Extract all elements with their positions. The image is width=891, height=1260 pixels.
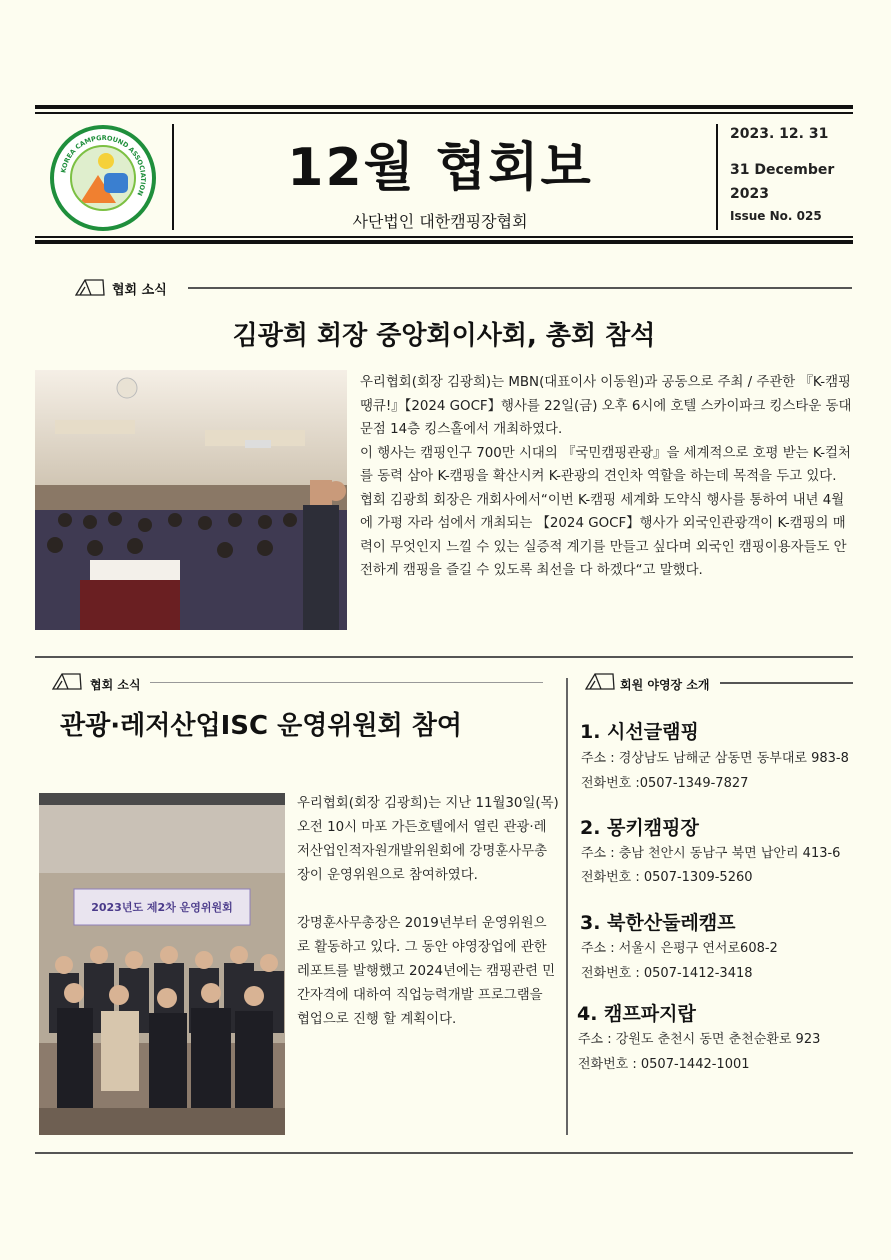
article2-paragraph: 강명훈사무총장은 2019년부터 운영위원으로 활동하고 있다. 그 동안 야영장업에 관한 레포트를 발행했고 2024년에는 캠핑관련 민간자격에 대하여 직업능력개발 프로그램을 협업으로 진행 할 계획이다.	[297, 916, 556, 1027]
issue-number: Issue No. 025	[730, 209, 822, 223]
masthead-bottom-rule-thin	[35, 236, 853, 238]
campsite-phone: 전화번호 : 0507-1309-5260	[581, 870, 753, 885]
issue-date-numeric: 2023. 12. 31	[730, 126, 829, 142]
section-label-association-news: 협회 소식	[90, 678, 141, 692]
tent-icon	[75, 278, 105, 296]
newsletter-title: 12월 협회보	[287, 138, 593, 198]
section-label-member-campsites: 회원 야영장 소개	[620, 678, 710, 692]
association-logo	[50, 125, 156, 231]
svg-text:KOREA CAMPGROUND ASSOCIATION: KOREA CAMPGROUND ASSOCIATION	[59, 133, 148, 197]
article1-headline: 김광희 회장 중앙회이사회, 총회 참석	[232, 321, 656, 351]
campsite-address: 주소 : 경상남도 남해군 삼동면 동부대로 983-8	[581, 751, 849, 766]
article-separator	[35, 656, 853, 658]
campsite-phone: 전화번호 : 0507-1412-3418	[581, 966, 753, 981]
article1-paragraph: 이 행사는 캠핑인구 700만 시대의 『국민캠핑관광』을 세계적으로 호평 받는 K-컬처를 동력 삼아 K-캠핑을 확산시켜 K-관광의 견인차 역할을 하는데 목적을 두고 있다.	[360, 445, 851, 484]
footer-rule	[35, 1152, 853, 1154]
tent-icon	[585, 672, 615, 690]
campsite-phone: 전화번호 :0507-1349-7827	[581, 776, 749, 791]
section-rule	[188, 287, 852, 289]
campsite-phone: 전화번호 : 0507-1442-1001	[578, 1057, 750, 1072]
article1-paragraph: 우리협회(회장 김광희)는 MBN(대표이사 이동원)과 공동으로 주최 / 주관한 『K-캠핑 땡큐!』【2024 GOCF】행사를 22일(금) 오후 6시에 호텔 스카이파크 킹스타운 동대문점 14층 킹스홀에서 개최하였다.	[360, 375, 852, 437]
campsite-address: 주소 : 충남 천안시 동남구 북면 납안리 413-6	[581, 846, 841, 861]
article2-body	[297, 792, 559, 1032]
masthead-top-rule-thin	[35, 112, 853, 114]
camper-icon	[104, 173, 128, 193]
campsite-address: 주소 : 서울시 은평구 연서로608-2	[581, 941, 778, 956]
campsite-title: 4. 캠프파지랍	[577, 1003, 696, 1025]
tent-icon	[52, 672, 82, 690]
svg-text:2023년도 제2차 운영위원회: 2023년도 제2차 운영위원회	[91, 901, 233, 914]
section-label-association-news: 협회 소식	[112, 283, 167, 298]
campsite-title: 3. 북한산둘레캠프	[580, 912, 736, 934]
masthead-bottom-rule	[35, 240, 853, 244]
article1-paragraph: 협회 김광희 회장은 개회사에서“이번 K-캠핑 세계화 도약식 행사를 통하여 내년 4월에 가평 자라 섬에서 개최되는 【2024 GOCF】행사가 외국인관광객이 K-캠핑의 매력이 무엇인지 느낄 수 있는 실증적 계기를 만들고 싶다며 외국인 캠핑이용자들도 안전하게 캠핑을 즐길 수 있도록 최선을 다 하겠다“고 말했다.	[360, 492, 847, 578]
publisher-name: 사단법인 대한캠핑장협회	[352, 212, 528, 231]
logo-emblem	[70, 145, 136, 211]
masthead-divider-left	[172, 124, 174, 230]
masthead-top-rule	[35, 105, 853, 109]
issue-date-english: 31 December 2023	[730, 162, 835, 202]
section-rule	[150, 682, 543, 683]
column-divider	[566, 678, 568, 1135]
article2-headline: 관광·레저산업ISC 운영위원회 참여	[60, 711, 462, 741]
section-rule	[720, 682, 853, 684]
campsite-title: 1. 시선글램핑	[580, 721, 699, 743]
article1-photo-conference	[35, 370, 347, 630]
paragraph-spacer	[297, 888, 559, 912]
article2-photo-group	[39, 793, 285, 1135]
campsite-title: 2. 몽키캠핑장	[580, 817, 699, 839]
article2-paragraph: 우리협회(회장 김광희)는 지난 11월30일(목) 오전 10시 마포 가든호텔에서 열린 관광·레저산업인적자원개발위원회에 강명훈사무총장이 운영위원으로 참여하였다.	[297, 796, 559, 883]
article1-body	[360, 371, 852, 583]
sun-icon	[98, 153, 114, 169]
masthead-divider-right	[716, 124, 718, 230]
campsite-address: 주소 : 강원도 춘천시 동면 춘천순환로 923	[578, 1032, 821, 1047]
